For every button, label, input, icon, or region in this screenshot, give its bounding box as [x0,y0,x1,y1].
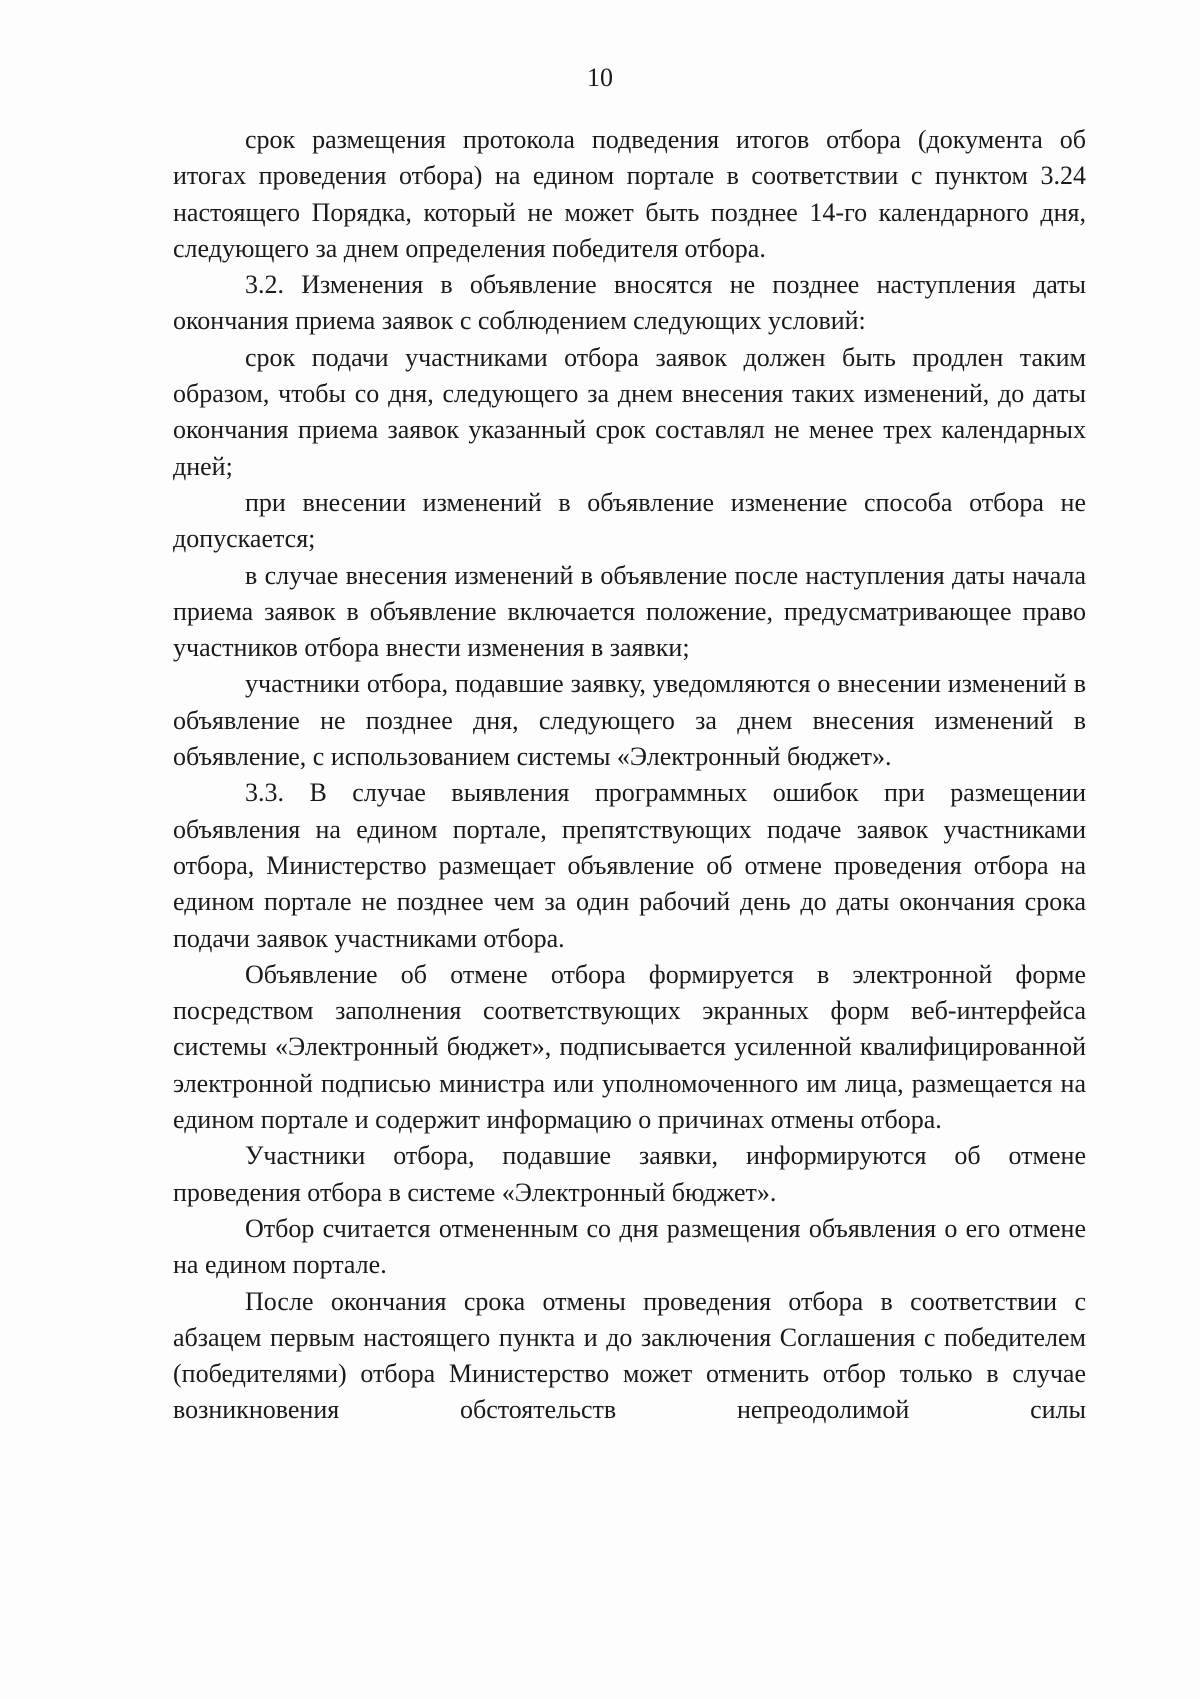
paragraph: в случае внесения изменений в объявление после наступления даты начала приема заявок в объявление включается положение, предусматривающее право участников отбора внести изменения в заявки; [173,560,1086,663]
paragraph: 3.3. В случае выявления программных ошибок при размещении объявления на едином портале, препятствующих подаче заявок участниками отбора, Министерство размещает объявление об отмене проведения отбора на едином портале не позднее чем за один рабочий день до даты окончания срока подачи заявок участниками отбора. [173,778,1086,953]
paragraph: участники отбора, подавшие заявку, уведомляются о внесении изменений в объявление не позднее дня, следующего за днем внесения изменений в объявление, с использованием системы «Электронный бюджет». [173,669,1086,772]
paragraph: 3.2. Изменения в объявление вносятся не позднее наступления даты окончания приема заявок с соблюдением следующих условий: [173,270,1086,336]
page-number: 10 [587,63,613,92]
paragraph: Участники отбора, подавшие заявки, информируются об отмене проведения отбора в системе «Электронный бюджет». [173,1141,1086,1207]
paragraph: при внесении изменений в объявление изменение способа отбора не допускается; [173,487,1086,554]
paragraph: После окончания срока отмены проведения отбора в соответствии с абзацем первым настоящего пункта и до заключения Соглашения с победителем (победителями) отбора Министерство может отменить отбор только в случае возникновения обстоятельств непреодолимой силы [173,1286,1086,1425]
document-body [173,122,1086,1429]
paragraph: срок размещения протокола подведения итогов отбора (документа об итогах проведения отбора) на едином портале в соответствии с пунктом 3.24 настоящего Порядка, который не может быть позднее 14-го календарного дня, следующего за днем определения победителя отбора. [173,125,1086,263]
paragraph: Отбор считается отмененным со дня размещения объявления о его отмене на едином портале. [173,1213,1086,1280]
paragraph: срок подачи участниками отбора заявок должен быть продлен таким образом, чтобы со дня, следующего за днем внесения таких изменений, до даты окончания приема заявок указанный срок составлял не менее трех календарных дней; [173,342,1086,481]
paragraph: Объявление об отмене отбора формируется в электронной форме посредством заполнения соответствующих экранных форм веб-интерфейса системы «Электронный бюджет», подписывается усиленной квалифицированной электронной подписью министра или уполномоченного им лица, размещается на едином портале и содержит информацию о причинах отмены отбора. [173,959,1086,1135]
